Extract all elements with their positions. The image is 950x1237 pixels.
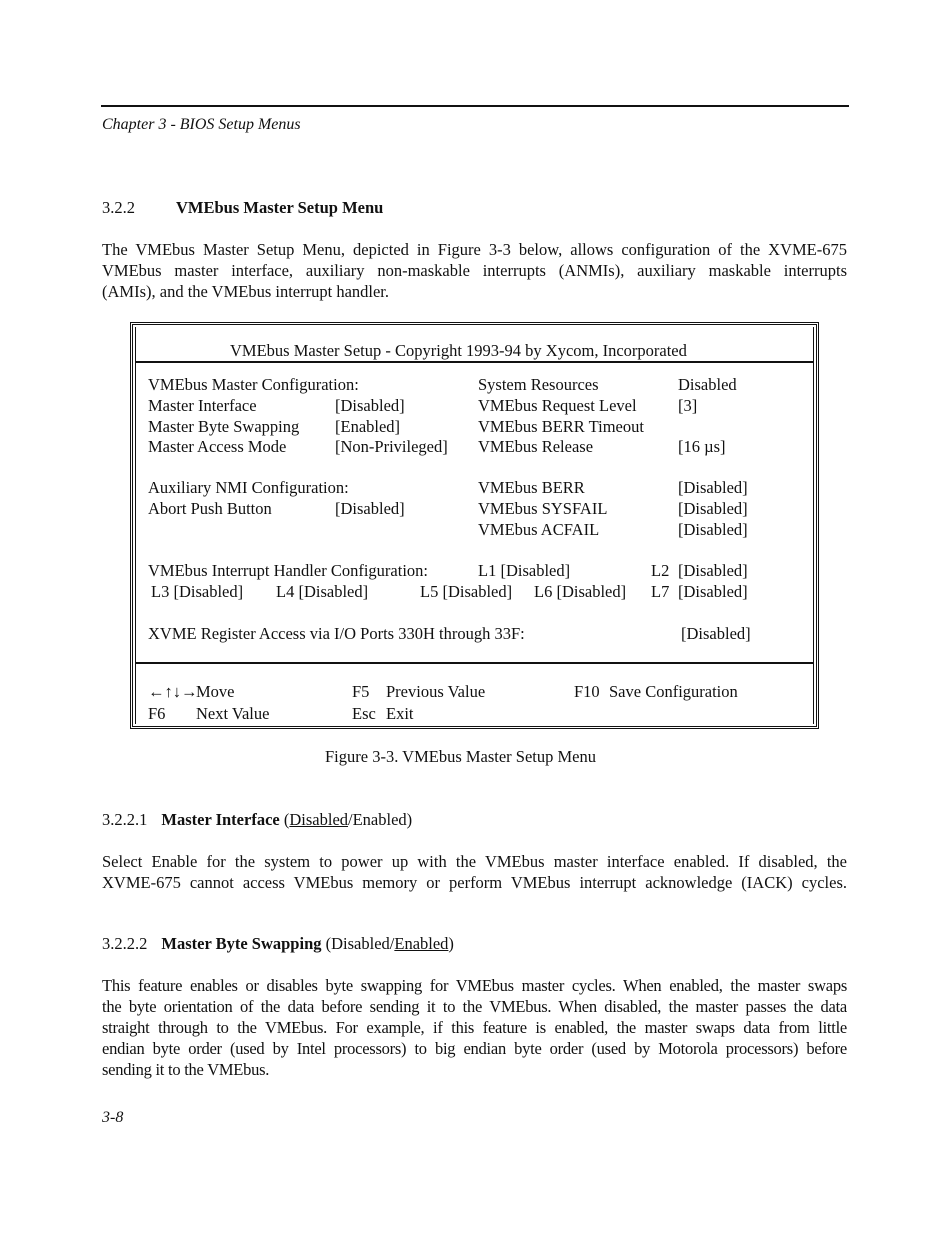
header-rule bbox=[101, 105, 849, 107]
body-line: Select Enable for the system to power up with the VMEbus master interface enabled. If disabled, the bbox=[102, 852, 847, 871]
sysfail-label: VMEbus SYSFAIL bbox=[478, 499, 608, 518]
body-line: the byte orientation of the data before sending it to the VMEbus. When disabled, the master passes the data bbox=[102, 997, 847, 1016]
move-keys-icon: ←↑↓→ bbox=[148, 682, 198, 701]
interrupt-l2-label: L2 bbox=[651, 561, 670, 580]
f5-label: Previous Value bbox=[386, 682, 486, 701]
request-level-value[interactable]: [3] bbox=[678, 396, 698, 415]
move-label: Move bbox=[196, 682, 235, 701]
f6-label: Next Value bbox=[196, 704, 270, 723]
master-interface-text bbox=[102, 851, 847, 893]
byte-swapping-text bbox=[102, 975, 847, 1080]
byte-swapping-value[interactable]: [Enabled] bbox=[335, 417, 401, 436]
access-mode-label: Master Access Mode bbox=[148, 437, 287, 456]
section-title: VMEbus Master Setup Menu bbox=[176, 198, 384, 217]
body-line: XVME-675 cannot access VMEbus memory or perform VMEbus interrupt acknowledge (IACK) cycles. bbox=[102, 873, 847, 892]
intro-line: (AMIs), and the VMEbus interrupt handler. bbox=[102, 282, 390, 301]
release-value[interactable]: [16 µs] bbox=[678, 437, 726, 456]
esc-key: Esc bbox=[352, 704, 376, 723]
berr-timeout-label: VMEbus BERR Timeout bbox=[478, 417, 644, 436]
interrupt-l2-value[interactable]: [Disabled] bbox=[678, 561, 748, 580]
section-intro bbox=[102, 239, 847, 302]
figure-inner-border-left bbox=[135, 327, 136, 724]
esc-label: Exit bbox=[386, 704, 414, 723]
option-close: ) bbox=[448, 934, 454, 953]
bios-menu-figure bbox=[130, 322, 819, 729]
f5-key: F5 bbox=[352, 682, 370, 701]
subsection-title: Master Interface bbox=[161, 810, 280, 829]
intro-line: VMEbus master interface, auxiliary non-maskable interrupts (ANMIs), auxiliary maskable interrupts bbox=[102, 261, 847, 280]
interrupt-l3[interactable]: L3 [Disabled] bbox=[151, 582, 244, 601]
intro-line: The VMEbus Master Setup Menu, depicted in Figure 3-3 below, allows configuration of the XVME-675 bbox=[102, 240, 847, 259]
body-line: This feature enables or disables byte swapping for VMEbus master cycles. When enabled, the master swaps bbox=[102, 976, 847, 995]
register-access-label: XVME Register Access via I/O Ports 330H through 33F: bbox=[148, 624, 525, 643]
system-resources-value: Disabled bbox=[678, 375, 737, 394]
interrupt-handler-heading: VMEbus Interrupt Handler Configuration: bbox=[148, 561, 428, 580]
body-line: straight through to the VMEbus. For example, if this feature is enabled, the master swaps data from little bbox=[102, 1018, 847, 1037]
figure-title: VMEbus Master Setup - Copyright 1993-94 by Xycom, Incorporated bbox=[230, 341, 687, 360]
access-mode-value[interactable]: [Non-Privileged] bbox=[335, 437, 448, 456]
f6-key: F6 bbox=[148, 704, 166, 723]
interrupt-l4[interactable]: L4 [Disabled] bbox=[276, 582, 369, 601]
f10-label: Save Configuration bbox=[609, 682, 738, 701]
figure-caption: Figure 3-3. VMEbus Master Setup Menu bbox=[325, 747, 597, 766]
option-default: Disabled bbox=[289, 810, 349, 829]
interrupt-l5[interactable]: L5 [Disabled] bbox=[420, 582, 513, 601]
interrupt-l7-value[interactable]: [Disabled] bbox=[678, 582, 748, 601]
register-access-value[interactable]: [Disabled] bbox=[681, 624, 751, 643]
abort-button-label: Abort Push Button bbox=[148, 499, 272, 518]
system-resources-label: System Resources bbox=[478, 375, 599, 394]
berr-value[interactable]: [Disabled] bbox=[678, 478, 748, 497]
option-rest: /Enabled) bbox=[348, 810, 413, 829]
subsection-number: 3.2.2.2 bbox=[102, 934, 148, 953]
body-line: sending it to the VMEbus. bbox=[102, 1060, 270, 1079]
subsection-byte-swapping-heading bbox=[102, 934, 454, 954]
nmi-config-heading: Auxiliary NMI Configuration: bbox=[148, 478, 349, 497]
running-head: Chapter 3 - BIOS Setup Menus bbox=[102, 116, 301, 133]
sysfail-value[interactable]: [Disabled] bbox=[678, 499, 748, 518]
page-number: 3-8 bbox=[102, 1109, 124, 1126]
acfail-label: VMEbus ACFAIL bbox=[478, 520, 600, 539]
byte-swapping-label: Master Byte Swapping bbox=[148, 417, 300, 436]
figure-footer-divider bbox=[136, 662, 813, 664]
f10-key: F10 bbox=[574, 682, 600, 701]
figure-title-divider bbox=[136, 361, 813, 363]
request-level-label: VMEbus Request Level bbox=[478, 396, 637, 415]
master-config-heading: VMEbus Master Configuration: bbox=[148, 375, 359, 394]
option-first: (Disabled/ bbox=[325, 934, 395, 953]
release-label: VMEbus Release bbox=[478, 437, 594, 456]
interrupt-l1[interactable]: L1 [Disabled] bbox=[478, 561, 571, 580]
berr-label: VMEbus BERR bbox=[478, 478, 585, 497]
subsection-master-interface-heading bbox=[102, 810, 412, 830]
abort-button-value[interactable]: [Disabled] bbox=[335, 499, 405, 518]
body-line: endian byte order (used by Intel processors) to big endian byte order (used by Motorola processors) before bbox=[102, 1039, 847, 1058]
option-open: ( bbox=[283, 810, 290, 829]
acfail-value[interactable]: [Disabled] bbox=[678, 520, 748, 539]
figure-inner-border-right bbox=[813, 327, 814, 724]
subsection-title: Master Byte Swapping bbox=[161, 934, 322, 953]
master-interface-label: Master Interface bbox=[148, 396, 257, 415]
section-number: 3.2.2 bbox=[102, 198, 135, 217]
subsection-number: 3.2.2.1 bbox=[102, 810, 148, 829]
interrupt-l6[interactable]: L6 [Disabled] bbox=[534, 582, 627, 601]
interrupt-l7-label: L7 bbox=[651, 582, 670, 601]
option-default: Enabled bbox=[394, 934, 449, 953]
master-interface-value[interactable]: [Disabled] bbox=[335, 396, 405, 415]
